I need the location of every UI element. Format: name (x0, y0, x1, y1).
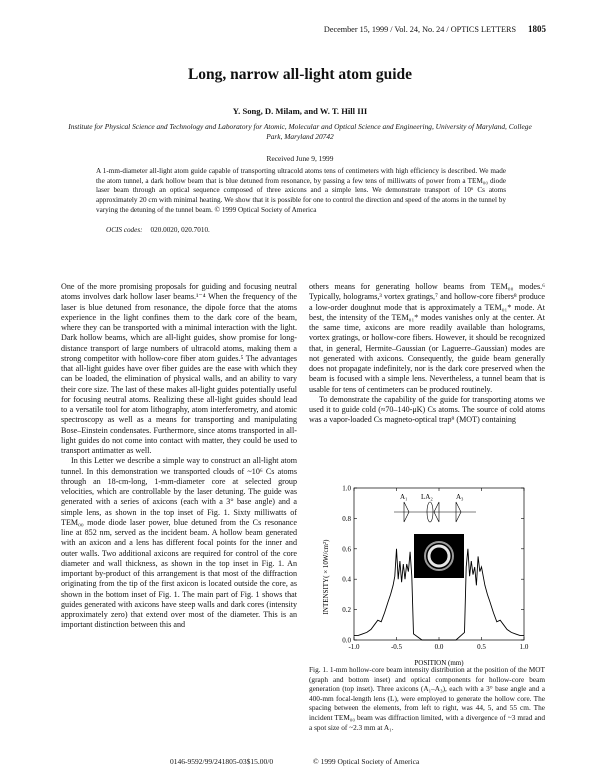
beam-dark-core (434, 551, 444, 561)
label-a3: A₃ (456, 493, 464, 501)
page-number: 1805 (528, 24, 546, 34)
y-tick-label: 1.0 (342, 484, 351, 493)
paragraph: In this Letter we describe a simple way to construct an all-light atom tunnel. In this demonstration we transported clouds of ~10⁶ Cs atoms through an 18-cm-long, 1-mm-diameter core at selected group velocities, which are controllable by the laser detuning. The guide was generated with a series of axicons (each with a 3° base angle) and a simple lens, as shown in the top inset of Fig. 1. Sixty milliwatts of TEM₀₀ mode diode laser power, blue detuned from the Cs resonance line at 852 nm, served as the incident beam. A hollow beam generated with an axicon and a lens has different focal points for the inner and outer walls. Two additional axicons are required for control of the core diameter and wall thickness, as shown in the top inset in Fig. 1. An important by-product of this arrangement is that most of the diffraction originating from the tip of the first axicon is located outside the core, as shown in the bottom inset of Fig. 1. The main part of Fig. 1 shows that guides generated with axicons have steep walls and dark cores (intensity approximately zero) that extend over most of the diameter. This is an important distinction between this and (61, 456, 297, 630)
beam-profile-inset (414, 534, 464, 578)
footer-copyright: © 1999 Optical Society of America (313, 757, 420, 766)
paragraph: To demonstrate the capability of the guide for transporting atoms we used it to guide cold (≈70–140-μK) Cs atoms. The source of cold atoms was a vapor-loaded Cs magneto-optical trap⁹ (MOT) containing (309, 394, 545, 425)
x-tick-label: 1.0 (519, 643, 529, 651)
running-header (60, 24, 546, 34)
body-column-right (309, 282, 545, 426)
ocis-codes (106, 226, 506, 234)
y-tick-label: 0.2 (342, 606, 351, 615)
label-la2: LA₂ (421, 493, 433, 501)
x-tick-label: 0.0 (434, 643, 444, 651)
paragraph: One of the more promising proposals for guiding and focusing neutral atoms involves dark hollow laser beams.¹⁻⁴ When the frequency of the laser is blue detuned from resonance, the dipole force that the atoms experience in the light confines them to the dark core of the beam, where they can be transported with a minimal interaction with the light. Dark hollow beams, which are all-light guides, show promise for long-distance transport of large numbers of ultracold atoms, making them a strong competitor with hollow-core fiber atom guides.⁵ The advantages that all-light guides have over fiber guides are the ease with which they can be loaded, the elimination of physical walls, and an ability to vary their core size. The last of these makes all-light guides potentially useful for focusing neutral atoms. Realizing these all-light guides should lead to a versatile tool for atom lithography, atom interferometry, and atomic spectroscopy as well as a means for transporting and manipulating Bose–Einstein condensates. Furthermore, since atoms transported in all-light guides do not come into contact with matter, they could be used to transport antimatter as well. (61, 282, 297, 455)
x-tick-label: -0.5 (390, 643, 403, 651)
ocis-values: 020.0020, 020.7010. (150, 226, 210, 234)
paragraph: others means for generating hollow beams from TEM₀₀ modes.⁶ Typically, holograms,³ vortex gratings,⁷ and hollow-core fibers⁸ produce a low-order doughnut mode that is approximately a TEM₀₁* mode. At best, the intensity of the TEM₀₁* modes vanishes only at the center. At the same time, axicons are more readily available than holograms, vortex gratings, or hollow-core fibers. However, it should be recognized that, in general, Hermite–Gaussian (or Laguerre–Gaussian) modes are not generated with axicons. Consequently, the guide beam generally does not propagate indefinitely, nor is the dark core preserved when the beam is focused with a simple lens. Nevertheless, a tunnel beam that is usable for tens of centimeters can be produced routinely. (309, 282, 545, 394)
author-list: Y. Song, D. Milam, and W. T. Hill III (232, 106, 368, 116)
intensity-chart (306, 482, 546, 667)
y-tick-label: 0.6 (342, 545, 351, 554)
y-tick-label: 0.4 (342, 575, 351, 584)
ocis-label: OCIS codes: (106, 226, 143, 234)
y-tick-label: 0.0 (342, 636, 351, 645)
optics-inset (394, 493, 476, 522)
figure-1 (306, 482, 546, 682)
y-axis-label: INTENSITY( × 10W/cm²) (322, 539, 330, 615)
y-tick-label: 0.8 (342, 514, 351, 523)
paper-title: Long, narrow all-light atom guide (187, 66, 413, 83)
received-date: Received June 9, 1999 (266, 154, 334, 163)
body-column-left (61, 282, 297, 631)
x-axis-label: POSITION (mm) (414, 659, 464, 667)
figure-caption: Fig. 1. 1-mm hollow-core beam intensity distribution at the position of the MOT (graph and bottom inset) and optical components for hollow-core beam generation (top inset). Three axicons (A₁–A₃), each with a 3° base angle and a 400-mm focal-length lens (L), were employed to generate the hollow core. The spacing between the elements, from left to right, was 44, 5, and 55 cm. The incident TEM₀₀ beam was diffraction limited, with a divergence of ~3 mrad and a spot size of ~2.3 mm at A₁. (309, 665, 545, 732)
x-tick-label: -1.0 (348, 643, 360, 651)
footer-code: 0146-9592/99/241805-03$15.00/0 (170, 757, 274, 766)
label-a1: A₁ (400, 493, 408, 501)
abstract: A 1-mm-diameter all-light atom guide capable of transporting ultracold atoms tens of centimeters with high efficiency is described. We made the atom tunnel, a dark hollow beam that is blue detuned from resonance, by passing a few tens of milliwatts of power from a TEM₀₀ diode laser beam through an optical sequence composed of three axicons and a simple lens. We demonstrate transport of 10⁶ Cs atoms approximately 20 cm with minimal heating. We show that it is possible for one to control the direction and speed of the atoms in the tunnel by varying the detuning of the tunnel beam. © 1999 Optical Society of America (96, 167, 506, 214)
header-citation: December 15, 1999 / Vol. 24, No. 24 / OPTICS LETTERS (323, 25, 516, 34)
affiliation: Institute for Physical Science and Technology and Laboratory for Atomic, Molecular and Optical Science and Engineering, University of Maryland, College Park, Maryland 20742 (68, 122, 532, 141)
x-tick-label: 0.5 (477, 643, 486, 651)
